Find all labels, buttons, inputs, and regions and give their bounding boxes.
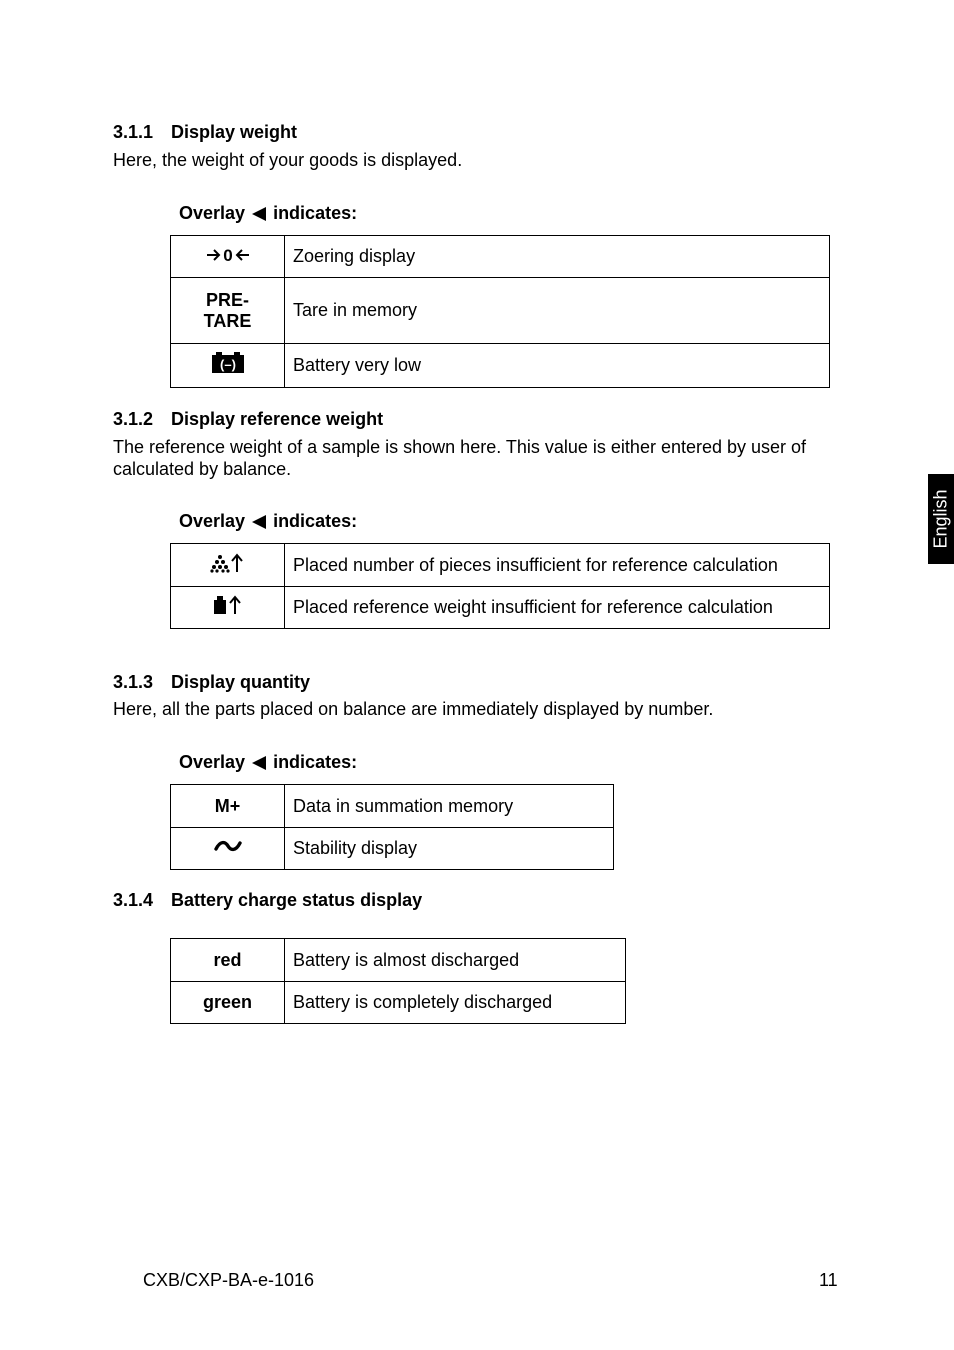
symbol-text: PRE- TARE bbox=[203, 289, 252, 331]
battery-low-icon bbox=[211, 352, 245, 374]
description-cell: Battery is almost discharged bbox=[285, 939, 626, 982]
symbol-text: green bbox=[202, 992, 253, 1012]
section-number: 3.1.3 bbox=[113, 672, 154, 692]
section-text: Here, all the parts placed on balance are immediately displayed by number. bbox=[113, 699, 714, 719]
overlay-label bbox=[179, 203, 357, 224]
table-row bbox=[171, 236, 830, 278]
section-number: 3.1.2 bbox=[113, 409, 154, 429]
svg-text:(–): (–) bbox=[219, 357, 236, 372]
section-title: Display weight bbox=[171, 122, 298, 142]
page-number: 11 bbox=[819, 1270, 838, 1290]
section-heading bbox=[113, 409, 383, 430]
description-cell: Placed reference weight insufficient for reference calculation bbox=[285, 587, 830, 629]
triangle-left-icon bbox=[251, 514, 267, 530]
description-cell: Zoering display bbox=[285, 236, 830, 278]
section-heading bbox=[113, 672, 310, 693]
description-cell: Stability display bbox=[285, 828, 614, 870]
weight-up-arrow-icon bbox=[212, 595, 244, 615]
table-row bbox=[171, 544, 830, 587]
section-title: Display reference weight bbox=[171, 409, 384, 429]
section-text: The reference weight of a sample is shown here. This value is either entered by user of calculated by balance. bbox=[113, 437, 807, 479]
section-title: Display quantity bbox=[171, 672, 311, 692]
overlay-label bbox=[179, 752, 357, 773]
description-cell: Battery very low bbox=[285, 344, 830, 388]
overlay-label-pre: Overlay bbox=[179, 752, 246, 772]
symbol-cell bbox=[171, 587, 285, 629]
symbol-cell bbox=[171, 785, 285, 828]
language-tab bbox=[928, 474, 954, 564]
pieces-up-arrow-icon bbox=[210, 553, 246, 573]
overlay-table bbox=[170, 235, 830, 388]
footer-doc-id: CXB/CXP-BA-e-1016 bbox=[143, 1270, 315, 1290]
table-row bbox=[171, 587, 830, 629]
overlay-table bbox=[170, 784, 614, 870]
table-row bbox=[171, 939, 626, 982]
section-text: Here, the weight of your goods is displayed. bbox=[113, 150, 463, 170]
overlay-label-post: indicates: bbox=[273, 203, 358, 223]
section-title: Battery charge status display bbox=[171, 890, 423, 910]
triangle-left-icon bbox=[251, 206, 267, 222]
symbol-cell bbox=[171, 939, 285, 982]
overlay-label-pre: Overlay bbox=[179, 203, 246, 223]
symbol-cell bbox=[171, 344, 285, 388]
symbol-cell bbox=[171, 982, 285, 1024]
overlay-label bbox=[179, 511, 357, 532]
overlay-label-pre: Overlay bbox=[179, 511, 246, 531]
section-number: 3.1.1 bbox=[113, 122, 154, 142]
symbol-cell bbox=[171, 236, 285, 278]
symbol-cell bbox=[171, 544, 285, 587]
description-cell: Data in summation memory bbox=[285, 785, 614, 828]
symbol-text: red bbox=[213, 949, 242, 970]
svg-text:0: 0 bbox=[222, 246, 233, 264]
language-tab-label: English bbox=[930, 489, 951, 549]
overlay-table bbox=[170, 543, 830, 629]
tilde-stability-icon bbox=[214, 838, 242, 854]
section-heading bbox=[113, 122, 297, 143]
description-cell: Battery is completely discharged bbox=[285, 982, 626, 1024]
symbol-text: M+ bbox=[214, 795, 241, 816]
section-heading bbox=[113, 890, 422, 911]
overlay-label-post: indicates: bbox=[273, 511, 358, 531]
section-number: 3.1.4 bbox=[113, 890, 154, 910]
symbol-cell bbox=[171, 828, 285, 870]
table-row bbox=[171, 344, 830, 388]
triangle-left-icon bbox=[251, 755, 267, 771]
description-cell: Placed number of pieces insufficient for reference calculation bbox=[285, 544, 830, 587]
table-row bbox=[171, 278, 830, 344]
table-row bbox=[171, 785, 614, 828]
zero-arrows-icon bbox=[205, 244, 251, 264]
overlay-label-post: indicates: bbox=[273, 752, 358, 772]
description-cell: Tare in memory bbox=[285, 278, 830, 344]
table-row bbox=[171, 982, 626, 1024]
symbol-cell bbox=[171, 278, 285, 344]
status-table bbox=[170, 938, 626, 1024]
table-row bbox=[171, 828, 614, 870]
